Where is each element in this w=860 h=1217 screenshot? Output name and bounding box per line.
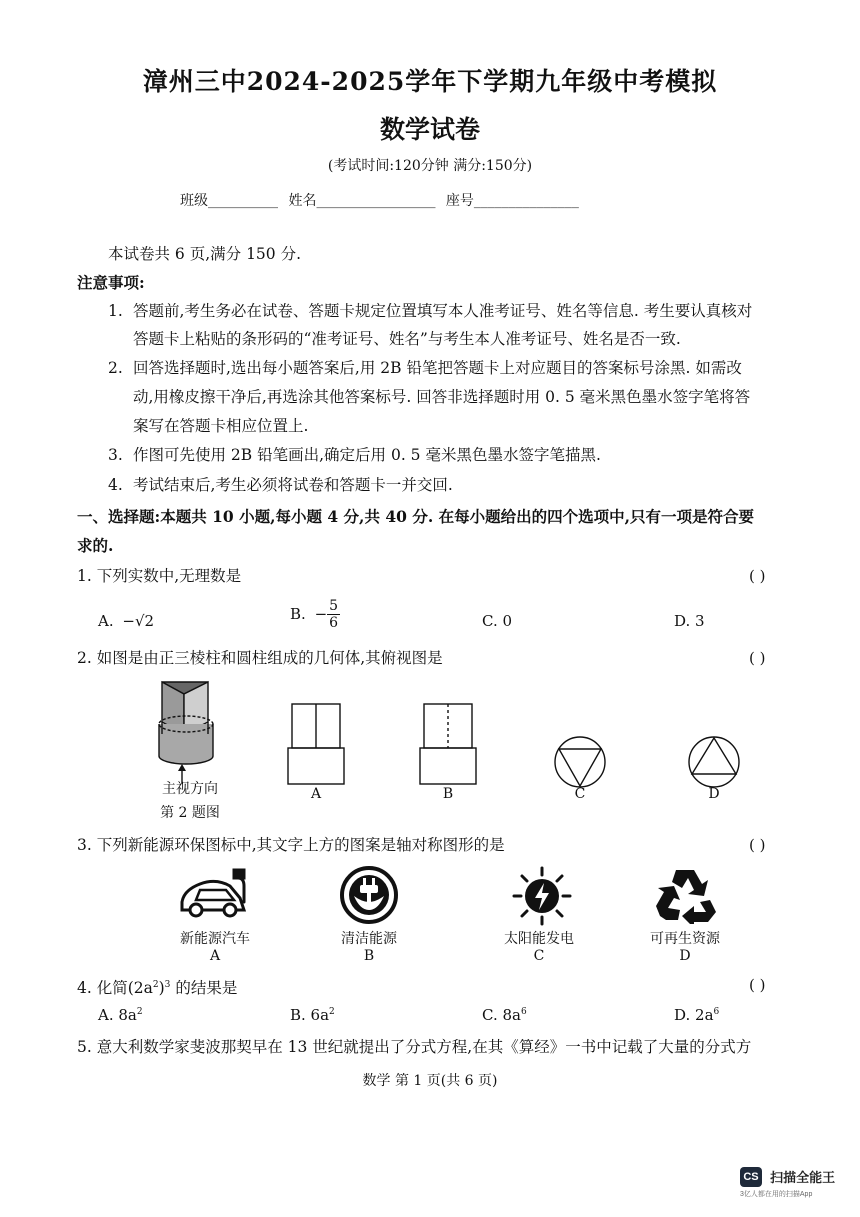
q4-stem-exp2: 3 [164, 980, 171, 990]
q1-option-a [98, 608, 154, 635]
notice-item-1-num: 1. [108, 302, 123, 320]
q4-option-a [98, 1006, 143, 1024]
solar-power-icon [512, 866, 572, 926]
q4-option-b [290, 1006, 335, 1024]
q2-figure-caption: 第 2 题图 [160, 805, 220, 821]
notice-item-3-line1: 作图可先使用 2B 铅笔画出,确定后用 0. 5 毫米黑色墨水签字笔描黑. [133, 446, 601, 464]
seat-field: 座号_______________ [445, 193, 579, 209]
ev-car-icon [178, 868, 252, 920]
notice-item-4-num: 4. [108, 476, 123, 494]
scanner-tagline: 3亿人都在用的扫描App [740, 1190, 813, 1198]
q4-stem-post: 的结果是 [170, 979, 238, 998]
notice-item-1-line2: 答题卡上粘贴的条形码的“准考证号、姓名”与考生本人准考证号、姓名是否一致. [133, 330, 681, 348]
q4-option-b-exp: 2 [329, 1007, 335, 1017]
q1-option-d: D. 3 [674, 612, 705, 630]
q4-answer-paren: ( ) [749, 976, 766, 994]
q1-stem: 1. 下列实数中,无理数是 [77, 567, 242, 585]
q2-option-b-figure [418, 702, 478, 788]
q4-option-b-base: B. 6a [290, 1006, 330, 1024]
section1-heading-line2: 求的. [77, 536, 114, 555]
q3-icon-c-name: 太阳能发电 [504, 931, 574, 947]
notice-item-3-num: 3. [108, 446, 123, 464]
clean-energy-icon [340, 866, 398, 924]
notice-item-2-line1: 回答选择题时,选出每小题答案后,用 2B 铅笔把答题卡上对应题目的答案标号涂黑. 如需改 [133, 359, 742, 377]
q2-solid-figure [150, 678, 230, 786]
q1-option-c: C. 0 [482, 612, 513, 630]
q2-option-a-label: A [310, 786, 322, 802]
student-info [180, 190, 585, 210]
q3-icon-a-letter: A [209, 948, 221, 964]
q1-option-b-fraction [327, 598, 340, 631]
scanner-brand: 扫描全能王 [770, 1170, 836, 1185]
notice-item-2-line3: 案写在答题卡相应位置上. [133, 417, 309, 435]
q3-icon-b-name: 清洁能源 [341, 931, 397, 947]
q4-stem-exp1: 2 [152, 980, 159, 990]
q2-option-b-label: B [442, 786, 454, 802]
q3-icon-d-letter: D [679, 948, 691, 964]
q2-stem: 2. 如图是由正三棱柱和圆柱组成的几何体,其俯视图是 [77, 649, 443, 667]
q2-answer-paren: ( ) [749, 649, 766, 667]
notice-item-4-line1: 考试结束后,考生必须将试卷和答题卡一并交回. [133, 476, 453, 494]
scanner-watermark [740, 1166, 835, 1199]
q3-answer-paren: ( ) [749, 836, 766, 854]
q1-option-b [290, 598, 340, 631]
q4-option-c [482, 1006, 527, 1024]
notice-item-2-num: 2. [108, 359, 123, 377]
q4-option-c-exp: 6 [520, 1007, 527, 1017]
page-subtitle: 数学试卷 [379, 115, 480, 144]
section1-heading-line1: 一、选择题:本题共 10 小题,每小题 4 分,共 40 分. 在每小题给出的四个选项中,只有一项是符合要 [77, 507, 755, 526]
q4-option-d-exp: 6 [713, 1007, 720, 1017]
q1-option-b-sign: − [314, 605, 328, 623]
q4-option-d [674, 1006, 719, 1024]
q4-stem [77, 972, 237, 1002]
page-title: 漳州三中2024-2025学年下学期九年级中考模拟 [142, 67, 718, 96]
scanner-logo-icon: CS [740, 1167, 762, 1187]
q4-stem-mid: ) [158, 979, 165, 998]
q4-option-c-base: C. 8a [482, 1006, 521, 1024]
q3-icon-d-name: 可再生资源 [650, 931, 720, 947]
page-footer: 数学 第 1 页(共 6 页) [362, 1073, 498, 1089]
q2-option-d-label: D [708, 786, 720, 802]
view-direction-arrow-icon [178, 764, 186, 771]
name-field: 姓名_________________ [288, 193, 436, 209]
q4-option-a-exp: 2 [136, 1007, 143, 1017]
exam-info: (考试时间:120分钟 满分:150分) [327, 158, 533, 174]
q3-icon-b-letter: B [363, 948, 375, 964]
notice-title: 注意事项: [77, 273, 145, 292]
q2-option-d-figure [686, 734, 742, 790]
q4-stem-pre: 4. 化简(2a [77, 979, 153, 998]
q4-option-d-base: D. 2a [674, 1006, 714, 1024]
q2-option-c-figure [552, 734, 608, 790]
intro-text: 本试卷共 6 页,满分 150 分. [108, 245, 302, 263]
notice-item-1-line1: 答题前,考生务必在试卷、答题卡规定位置填写本人准考证号、姓名等信息. 考生要认真核对 [133, 302, 753, 320]
q2-option-c-label: C [574, 786, 586, 802]
q1-option-b-numerator: 5 [329, 598, 339, 614]
q5-stem: 5. 意大利数学家斐波那契早在 13 世纪就提出了分式方程,在其《算经》一书中记载了大量的分式方 [77, 1038, 752, 1056]
class-field: 班级__________ [180, 193, 278, 209]
q2-option-a-figure [286, 702, 346, 788]
q3-icon-c-letter: C [533, 948, 545, 964]
q1-option-b-label: B. [290, 605, 306, 623]
notice-item-2-line2: 动,用橡皮擦干净后,再选涂其他答案标号. 回答非选择题时用 0. 5 毫米黑色墨水签字笔将答 [133, 388, 751, 406]
q3-icon-a-name: 新能源汽车 [180, 931, 250, 947]
q1-option-b-denominator: 6 [329, 615, 339, 631]
q1-option-a-value: −√2 [122, 612, 155, 630]
recycle-icon [654, 866, 718, 924]
q4-option-a-base: A. 8a [98, 1006, 137, 1024]
q1-answer-paren: ( ) [749, 567, 766, 585]
q1-option-a-label: A. [98, 612, 114, 630]
q2-view-label: 主视方向 [162, 781, 218, 797]
q3-stem: 3. 下列新能源环保图标中,其文字上方的图案是轴对称图形的是 [77, 836, 505, 854]
